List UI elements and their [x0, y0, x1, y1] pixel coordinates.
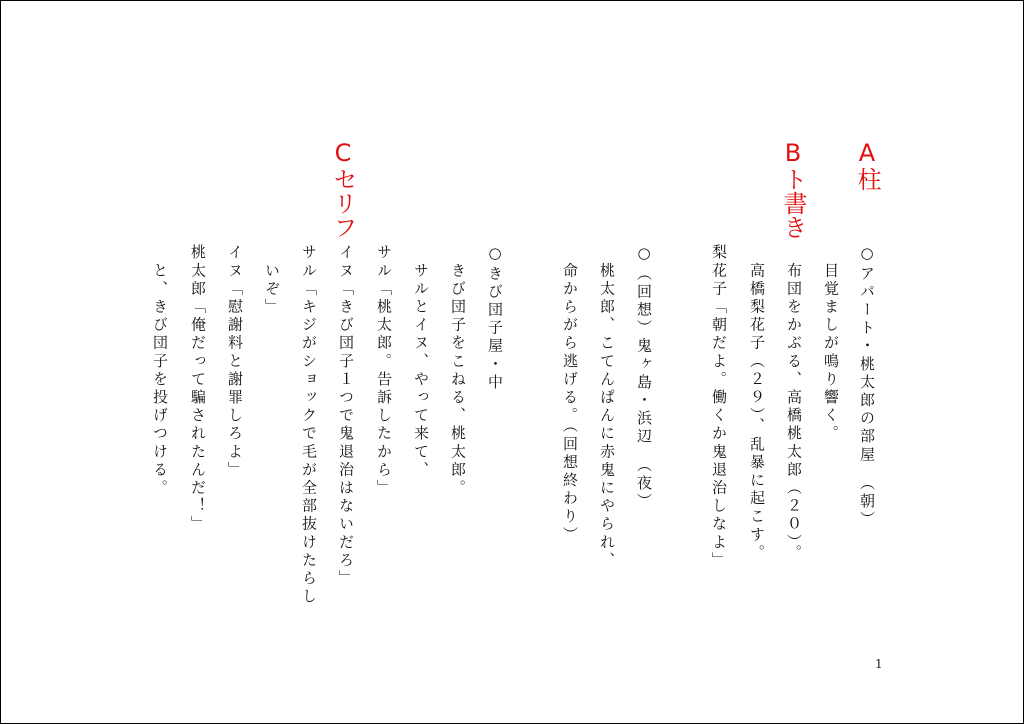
dialogue-line: サル「キジがショックで毛が全部抜けたらし: [300, 244, 318, 606]
action-line: 目覚ましが鳴り響く。: [822, 244, 840, 444]
annotation-serifu: Cセリフ: [329, 139, 357, 239]
dialogue-line: いぞ」: [263, 244, 281, 317]
action-line: 布団をかぶる、高橋桃太郎（２０）。: [785, 244, 803, 563]
annotation-togaki: Bト書き: [779, 139, 807, 239]
page-number: 1: [875, 657, 883, 671]
action-line: 桃太郎、こてんぱんに赤鬼にやられ、: [598, 244, 616, 570]
scene-heading: ○アパート・桃太郎の部屋 （朝）: [858, 244, 876, 530]
scene-heading: ○（回想）鬼ヶ島・浜辺 （夜）: [635, 244, 653, 511]
action-line: サルとイヌ、やって来て、: [412, 244, 430, 480]
annotation-hashira: A柱: [853, 139, 881, 191]
scene-heading: ○きび団子屋・中: [486, 244, 504, 392]
dialogue-line: 桃太郎「俺だって騙されたんだ！」: [189, 244, 207, 534]
dialogue-line: イヌ「きび団子１つで鬼退治はないだろ」: [337, 244, 355, 588]
action-line: きび団子をこねる、桃太郎。: [449, 244, 467, 498]
action-line: と、きび団子を投げつける。: [151, 244, 169, 498]
dialogue-line: サル「桃太郎。告訴したから」: [375, 244, 393, 498]
dialogue-line: 梨花子「朝だよ。働くか鬼退治しなよ」: [710, 244, 728, 570]
dialogue-line: イヌ「慰謝料と謝罪しろよ」: [226, 244, 244, 480]
action-line: 高橋梨花子（２９）、乱暴に起こす。: [748, 244, 766, 563]
action-line: 命からがら逃げる。（回想終わり）: [561, 244, 579, 545]
